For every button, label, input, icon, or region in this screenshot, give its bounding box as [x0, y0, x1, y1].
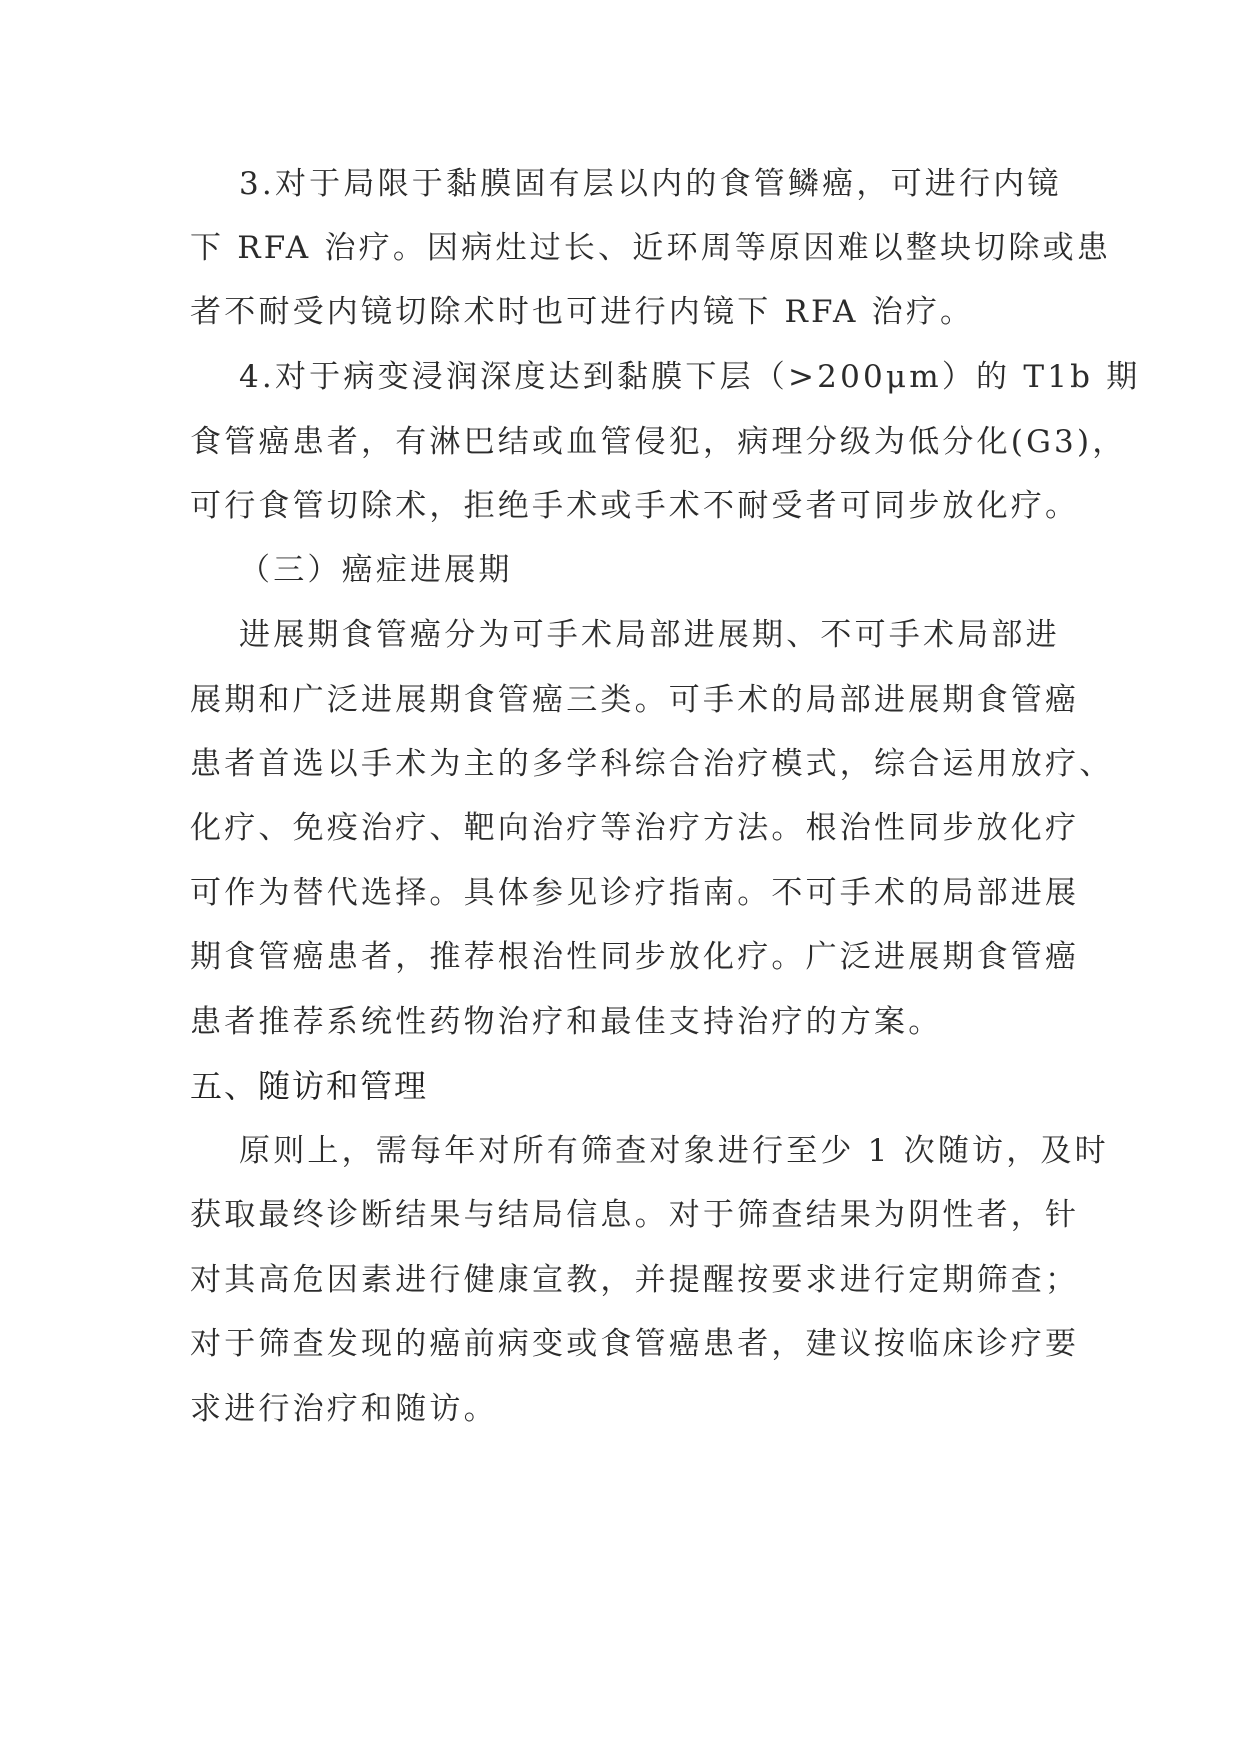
- paragraph-line: 期食管癌患者，推荐根治性同步放化疗。广泛进展期食管癌: [190, 939, 1080, 975]
- section-heading: 五、随访和管理: [190, 1067, 429, 1105]
- paragraph-line: 展期和广泛进展期食管癌三类。可手术的局部进展期食管癌: [190, 682, 1080, 718]
- paragraph-line: 求进行治疗和随访。: [190, 1391, 498, 1427]
- paragraph-line: 食管癌患者，有淋巴结或血管侵犯，病理分级为低分化(G3)，: [190, 424, 1127, 460]
- paragraph-line: 原则上，需每年对所有筛查对象进行至少 1 次随访，及时: [239, 1133, 1109, 1169]
- paragraph-line: 可作为替代选择。具体参见诊疗指南。不可手术的局部进展: [190, 875, 1080, 911]
- paragraph-line: 4.对于病变浸润深度达到黏膜下层（>200μm）的 T1b 期: [239, 359, 1141, 395]
- subheading: （三）癌症进展期: [239, 552, 513, 588]
- paragraph-line: 者不耐受内镜切除术时也可进行内镜下 RFA 治疗。: [190, 294, 975, 330]
- paragraph-line: 进展期食管癌分为可手术局部进展期、不可手术局部进: [239, 617, 1060, 653]
- paragraph-line: 获取最终诊断结果与结局信息。对于筛查结果为阴性者，针: [190, 1197, 1080, 1233]
- paragraph-line: 3.对于局限于黏膜固有层以内的食管鳞癌，可进行内镜: [239, 166, 1062, 202]
- paragraph-line: 可行食管切除术，拒绝手术或手术不耐受者可同步放化疗。: [190, 488, 1080, 524]
- paragraph-line: 对于筛查发现的癌前病变或食管癌患者，建议按临床诊疗要: [190, 1326, 1080, 1362]
- paragraph-line: 对其高危因素进行健康宣教，并提醒按要求进行定期筛查；: [190, 1262, 1080, 1298]
- paragraph-line: 化疗、免疫治疗、靶向治疗等治疗方法。根治性同步放化疗: [190, 810, 1080, 846]
- paragraph-line: 患者首选以手术为主的多学科综合治疗模式，综合运用放疗、: [190, 746, 1114, 782]
- paragraph-line: 下 RFA 治疗。因病灶过长、近环周等原因难以整块切除或患: [190, 230, 1112, 266]
- paragraph-line: 患者推荐系统性药物治疗和最佳支持治疗的方案。: [190, 1004, 943, 1040]
